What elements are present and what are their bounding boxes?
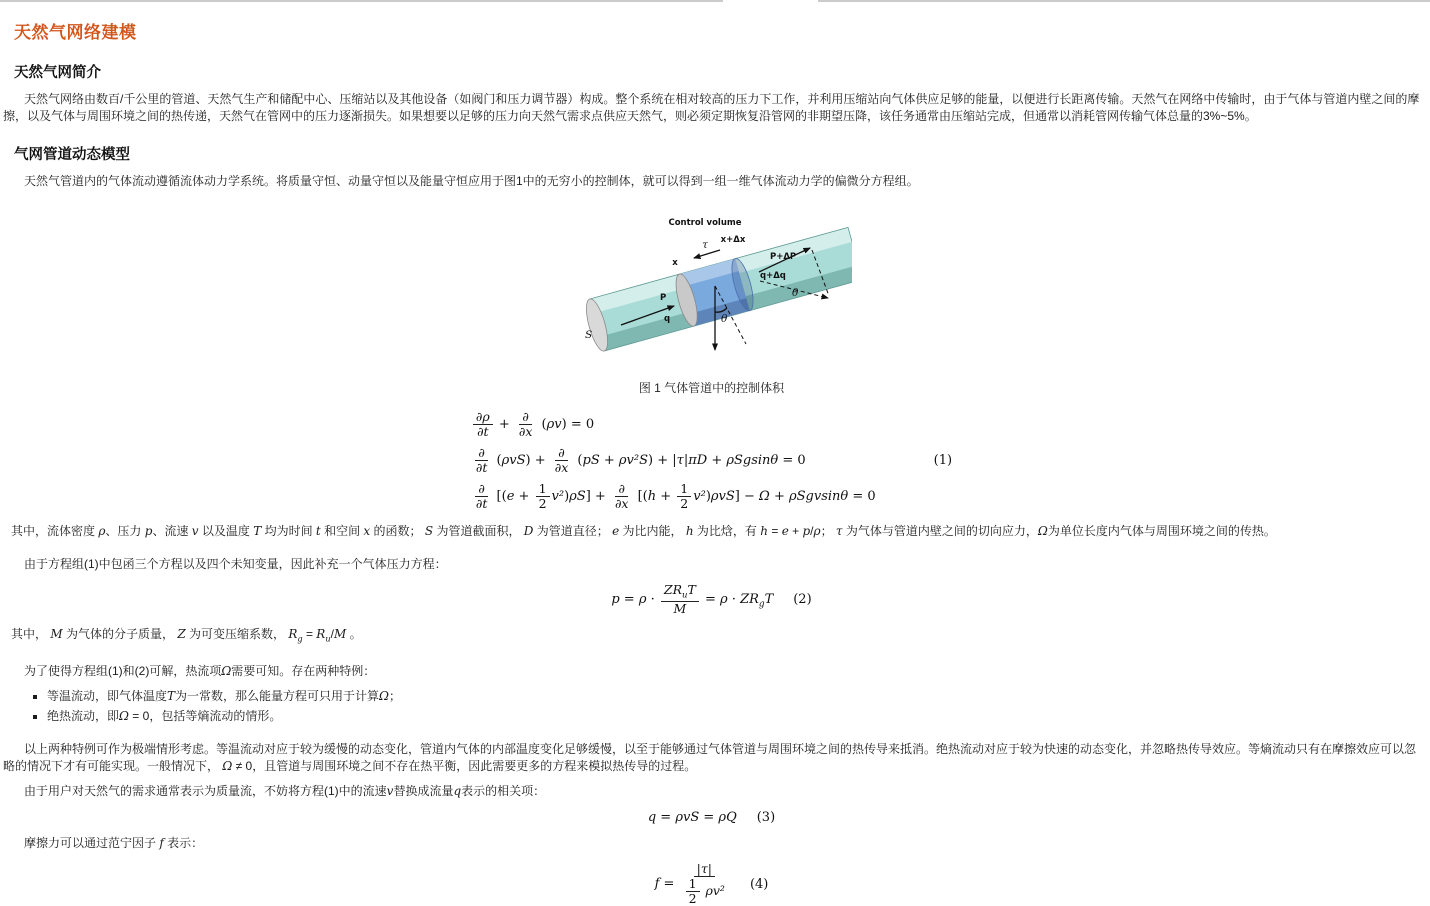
label-theta-center: θ <box>720 313 727 325</box>
paragraph-friction-factor: 摩擦力可以通过范宁因子 f 表示： <box>24 836 204 851</box>
label-theta-right: θ <box>791 287 798 299</box>
equation-1-line-2: $\frac{\partial}{\partial t}$ (ρvS) + $\frac{\partial}{\partial x}$ (pS + ρv²S) + |τ|πD + ρSgsinθ = 0 <box>475 445 806 475</box>
section-heading-gas-network-intro: 天然气网简介 <box>14 65 101 81</box>
equation-1-line-3: $\frac{\partial}{\partial t}$ [(e + $\frac{1}{2}$ v²)ρS] + $\frac{\partial}{\partial x}$ [(h + $\frac{1}{2}$ v²)ρvS] − Ω + ρSgvsinθ = 0 <box>475 481 876 511</box>
special-cases-list <box>3 688 1420 725</box>
page-title: 天然气网络建模 <box>14 23 137 42</box>
shear-arrow <box>694 250 720 258</box>
equation-1-number: (1) <box>933 453 953 468</box>
label-p: P <box>659 293 666 303</box>
label-p-plus-dp: P+ΔP <box>769 252 796 262</box>
equation-group-1 <box>3 410 1420 511</box>
paragraph-where-definitions: 其中， M 为气体的分子质量， Z 为可变压缩系数， $R_g = R_u/M$ 。 <box>11 627 362 644</box>
label-tau: τ <box>701 239 708 251</box>
paragraph-extreme-cases: 以上两种特例可作为极端情形考虑。等温流动对应于较为缓慢的动态变化，管道内气体的内部温度变化足够缓慢，以至于能够通过气体管道与周围环境之间的热传导来抵消。绝热流动对应于较为快速的动态变化，并忽略热传导效应。等熵流动只有在摩擦效应可以忽略的情况下才有可能实现。一般情况下， Ω ≠ 0，且管道与周围环境之间不存在热平衡，因此需要更多的方程来模拟热传导的过程。 <box>3 742 1417 774</box>
section-heading-pipeline-dynamic-model: 气网管道动态模型 <box>14 147 130 163</box>
figure-caption: 图 1 气体管道中的控制体积 <box>638 381 785 395</box>
list-item-adiabatic-flow: ▪ 绝热流动，即Ω = 0，包括等熵流动的情形。 <box>47 708 1420 725</box>
list-item-isothermal-flow: ▪ 等温流动，即气体温度T为一常数，那么能量方程可只用于计算Ω； <box>47 688 1420 705</box>
pipe-body <box>582 227 852 353</box>
paragraph-network-intro: 天然气网络由数百/千公里的管道、天然气生产和储配中心、压缩站以及其他设备（如阀门和压力调节器）构成。整个系统在相对较高的压力下工作，并利用压缩站向气体供应足够的能量，以便进行长距离传输。天然气在网络中传输时，由于气体与管道内壁之间的摩擦，以及气体与周围环境之间的热传递，天然气在管网中的压力逐渐损失。如果想要以足够的压力向天然气需求点供应天然气，则必须定期恢复沿管网的非期望压降，该任务通常由压缩站完成，但通常以消耗管网传输气体总量的3%~5%。 <box>3 92 1420 123</box>
equation-2-body: p = ρ · $\frac{ZR_uT}{M}$ = $\rho \cdot ZR_gT$ <box>611 582 774 617</box>
equation-1-line-1: $\frac{\partial\rho}{\partial t}$ + $\frac{\partial}{\partial x}$ (ρv) = 0 <box>471 410 594 439</box>
equation-4-number: (4) <box>749 876 769 892</box>
figure-control-volume <box>572 208 852 396</box>
equation-3-number: (3) <box>756 810 776 826</box>
label-x-plus-dx: x+Δx <box>720 235 745 245</box>
label-control-volume: Control volume <box>667 218 742 228</box>
paragraph-variable-definitions: 其中，流体密度 ρ、压力 p、流速 v 以及温度 T 均为时间 t 和空间 x 的函数； S 为管道截面积， D 为管道直径； e 为比内能， h 为比焓，有 h = e + p/ρ； τ 为气体与管道内壁之间的切向应力，Ω为单位长度内气体与周围环境之间的传热。 <box>11 524 1276 538</box>
paragraph-model-intro: 天然气管道内的气体流动遵循流体动力学系统。将质量守恒、动量守恒以及能量守恒应用于图1中的无穷小的控制体，就可以得到一组一维气体流动力学的偏微分方程组。 <box>24 174 919 188</box>
label-q: q <box>663 314 670 324</box>
equation-4 <box>3 862 1420 906</box>
equation-4-body: f = |τ| $\frac{1}{2}$ ρv² <box>654 861 725 906</box>
equation-2 <box>3 583 1420 616</box>
label-q-plus-dq: q+Δq <box>759 271 786 281</box>
top-divider-left-segment <box>0 0 723 2</box>
equation-2-number: (2) <box>793 592 812 607</box>
paragraph-special-cases: 为了使得方程组(1)和(2)可解，热流项Ω需要可知。存在两种特例： <box>24 664 376 679</box>
label-s: S <box>584 329 592 341</box>
label-x: x <box>671 258 678 268</box>
equation-3-body: q = ρvS = ρQ <box>647 810 737 826</box>
pipe-diagram <box>572 208 852 366</box>
equation-3 <box>3 810 1420 825</box>
top-divider-right-segment <box>818 0 1430 2</box>
paragraph-mass-flow: 由于用户对天然气的需求通常表示为质量流，不妨将方程(1)中的流速v替换成流量q表示的相关项： <box>24 784 546 799</box>
top-divider <box>0 0 1430 2</box>
paragraph-supplement-equation: 由于方程组(1)中包函三个方程以及四个未知变量，因此补充一个气体压力方程： <box>24 557 447 571</box>
